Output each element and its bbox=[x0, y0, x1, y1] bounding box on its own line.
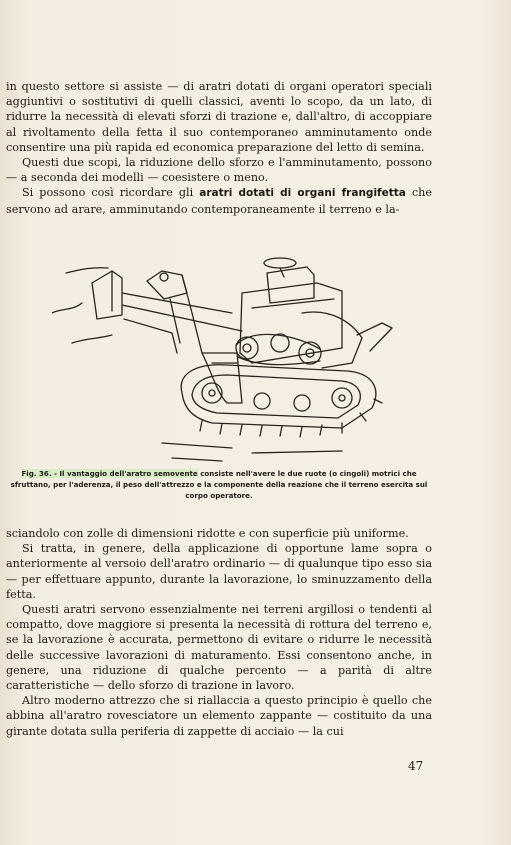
paragraph-text: Si possono così ricordare gli bbox=[22, 186, 200, 200]
paragraph-text: che servono ad arare, amminutando contemporaneamente il terreno e la- bbox=[6, 186, 432, 216]
text-block-top bbox=[6, 79, 432, 217]
paragraph: sciandolo con zolle di dimensioni ridotte e con superficie più uniforme. bbox=[6, 527, 409, 540]
caption-text: consiste nell'avere le due ruote (o cingoli) motrici che sfruttano, per l'aderenza, il peso dell'attrezzo e la componente della reazione che il terreno esercita sul corpo operatore. bbox=[10, 469, 428, 500]
paragraph: Si tratta, in genere, della applicazione di opportune lame sopra o anteriormente al versoio dell'aratro ordinario — di qualunque tipo esso sia — per effettuare appunto, durante la lavorazione, lo sminuzzamento della fetta. bbox=[6, 542, 432, 601]
paragraph: Questi aratri servono essenzialmente nei terreni argillosi o tendenti al compatto, dove maggiore si presenta la necessità di rottura del terreno e, se la lavorazione è accurata, permettono di evitare o ridurre le necessità delle successive lavorazioni di maturamento. Essi consentono anche, in genere, una riduzione di qualche percento — a parità di altre caratteristiche — dello sforzo di trazione in lavoro. bbox=[6, 603, 432, 693]
caption-highlight: Fig. 36. - Il vantaggio dell'aratro semovente bbox=[21, 469, 198, 478]
figure-caption bbox=[4, 468, 434, 501]
paragraph bbox=[6, 185, 432, 216]
bold-term: aratri dotati di organi frangifetta bbox=[199, 187, 406, 200]
paragraph: in questo settore si assiste — di aratri dotati di organi operatori speciali aggiuntivi o sostitutivi di quelli classici, aventi lo scopo, da un lato, di ridurre la necessità di elevati sforzi di trazione e, dall'altro, di accoppiare al rivoltamento della fetta il suo contemporaneo amminutamento onde consentire una più rapida ed economica preparazione del letto di semina. bbox=[6, 80, 432, 154]
paragraph: Questi due scopi, la riduzione dello sforzo e l'amminutamento, possono — a seconda dei modelli — coesistere o meno. bbox=[6, 156, 432, 185]
paragraph: Altro moderno attrezzo che si riallaccia a questo principio è quello che abbina all'aratro rovesciatore un elemento zappante — costituito da una girante dotata sulla periferia di zappette di acciaio — la cui bbox=[6, 694, 432, 738]
plow-illustration bbox=[52, 253, 434, 468]
text-block-bottom bbox=[6, 526, 432, 739]
page-number: 47 bbox=[408, 759, 424, 773]
